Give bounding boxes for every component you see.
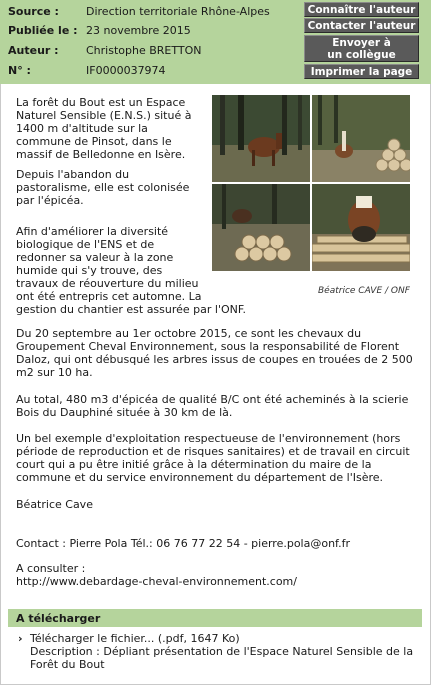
know-author-button[interactable]: Connaître l'auteur — [304, 2, 419, 17]
published-value: 23 novembre 2015 — [86, 24, 191, 37]
consult-link[interactable]: http://www.debardage-cheval-environnement.com/ — [16, 575, 297, 588]
source-label: Source : — [8, 5, 59, 18]
download-section-header — [8, 609, 422, 627]
article-header — [0, 0, 431, 84]
photo-horse-logpile — [312, 95, 410, 182]
intro-paragraph-3: Afin d'améliorer la diversité biologique de l'ENS et de redonner sa valeur à la zone humide qui s'y trouve, des travaux de réouverture du milieu ont été entrepris cet automne. La — [16, 225, 202, 303]
paragraph-volume: Au total, 480 m3 d'épicéa de qualité B/C ont été acheminés à la scierie Bois du Dauphiné située à 30 km de là. — [16, 393, 409, 419]
author-value: Christophe BRETTON — [86, 44, 202, 57]
download-description: Description : Dépliant présentation de l'Espace Naturel Sensible de la Forêt du Bout — [30, 645, 414, 671]
signature: Béatrice Cave — [16, 498, 93, 511]
photo-collage[interactable] — [212, 95, 412, 271]
contact-author-button[interactable]: Contacter l'auteur — [304, 18, 419, 33]
intro-paragraph-2: Depuis l'abandon du pastoralisme, elle est colonisée par l'épicéa. — [16, 168, 190, 207]
download-file-link[interactable]: Télécharger le fichier... (.pdf, 1647 Ko) — [30, 632, 240, 645]
author-label: Auteur : — [8, 44, 59, 57]
chevron-right-icon: › — [18, 632, 23, 645]
intro-paragraph-3-end: gestion du chantier est assurée par l'ONF. — [16, 303, 246, 316]
contact-line[interactable]: Contact : Pierre Pola Tél.: 06 76 77 22 54 - pierre.pola@onf.fr — [16, 537, 351, 550]
photo-horse-forest — [212, 95, 310, 182]
number-label: N° : — [8, 64, 31, 77]
intro-paragraph-1: La forêt du Bout est un Espace Naturel Sensible (E.N.S.) situé à 1400 m d'altitude sur la commune de Pinsot, dans le massif de Belledonne en Isère. — [16, 96, 192, 161]
published-label: Publiée le : — [8, 24, 78, 37]
source-value: Direction territoriale Rhône-Alpes — [86, 5, 270, 18]
paragraph-example: Un bel exemple d'exploitation respectueuse de l'environnement (hors période de reproduction et de risques sanitaires) et de travail en circuit court qui a pu être initié grâce à la détermination du maire de la commune et du service environnement du département de l'Isère. — [16, 432, 410, 484]
send-colleague-button[interactable] — [304, 35, 419, 62]
download-title: A télécharger — [16, 612, 101, 625]
paragraph-horses: Du 20 septembre au 1er octobre 2015, ce sont les chevaux du Groupement Cheval Environnement, sous la responsabilité de Florent Daloz, qui ont débusqué les arbres issus de coupes en trouées de 2 500 m2 sur 10 ha. — [16, 327, 413, 379]
send-colleague-line1: Envoyer à — [332, 37, 391, 49]
consult-label: A consulter : — [16, 562, 86, 575]
photo-caption: Béatrice CAVE / ONF — [318, 286, 410, 296]
photo-horse-closeup — [312, 184, 410, 271]
print-page-button[interactable]: Imprimer la page — [304, 64, 419, 79]
photo-logs-forest — [212, 184, 310, 271]
send-colleague-line2: un collègue — [327, 49, 396, 61]
number-value: IF0000037974 — [86, 64, 166, 77]
